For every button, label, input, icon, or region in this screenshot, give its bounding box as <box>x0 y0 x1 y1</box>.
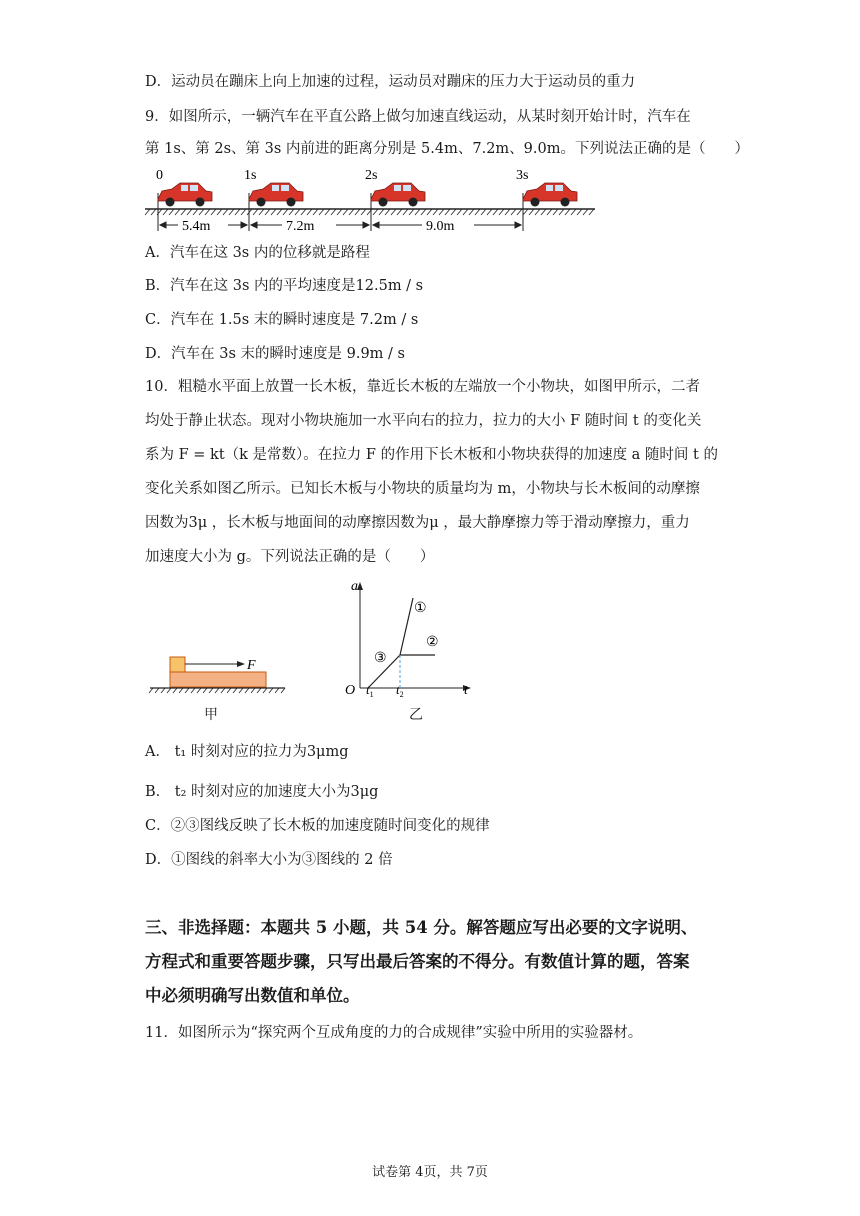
ground-hatch <box>421 209 426 215</box>
q10-option-b: B． t₂ 时刻对应的加速度大小为3μg <box>145 784 379 800</box>
ground-hatch <box>451 209 456 215</box>
ground-hatch <box>403 209 408 215</box>
ground-hatch <box>487 209 492 215</box>
ground-hatch <box>571 209 576 215</box>
ground-hatch <box>193 209 198 215</box>
q10-stem-line4: 变化关系如图乙所示。已知长木板与小物块的质量均为 m，小物块与长木板间的动摩擦 <box>145 481 700 497</box>
ground-hatch <box>565 209 570 215</box>
q9-option-c: C．汽车在 1.5s 末的瞬时速度是 7.2m / s <box>145 312 419 328</box>
q9-stem-line1: 9．如图所示，一辆汽车在平直公路上做匀加速直线运动，从某时刻开始计时，汽车在 <box>145 109 691 125</box>
ground-hatch <box>265 209 270 215</box>
distance-label: 9.0m <box>426 219 455 234</box>
ground-hatch <box>151 209 156 215</box>
t2-label: $t_2$ <box>396 682 404 699</box>
ground-hatch <box>457 209 462 215</box>
ground-hatch <box>361 209 366 215</box>
car-motion-figure <box>140 163 600 243</box>
ground-hatch <box>337 209 342 215</box>
curve-label-3: ③ <box>374 651 387 666</box>
q10-stem-line2: 均处于静止状态。现对小物块施加一水平向右的拉力，拉力的大小 F 随时间 t 的变化关 <box>145 413 702 429</box>
arrow-right-icon <box>237 661 245 667</box>
ground-hatch <box>331 209 336 215</box>
ground-hatch <box>235 209 240 215</box>
time-label: 3s <box>516 168 529 183</box>
figure-jia <box>145 650 290 695</box>
ground-hatch <box>559 209 564 215</box>
ground-hatch <box>205 209 210 215</box>
time-label: 1s <box>244 168 257 183</box>
ground-hatch <box>373 209 378 215</box>
ground-hatch <box>211 209 216 215</box>
ground-hatch <box>535 209 540 215</box>
ground-hatch <box>415 209 420 215</box>
distance-label: 5.4m <box>182 219 211 234</box>
ground-hatch <box>589 209 594 215</box>
ground-hatch <box>517 209 522 215</box>
q11-stem: 11．如图所示为“探究两个互成角度的力的合成规律”实验中所用的实验器材。 <box>145 1025 643 1041</box>
curve-label-2: ② <box>426 635 439 650</box>
ground-hatch <box>445 209 450 215</box>
ground-hatch <box>295 209 300 215</box>
ground-hatch <box>481 209 486 215</box>
option-8d: D．运动员在蹦床上向上加速的过程，运动员对蹦床的压力大于运动员的重力 <box>145 74 636 90</box>
ground-hatch <box>187 209 192 215</box>
figure-yi-caption: 乙 <box>409 707 423 723</box>
ground-hatch <box>169 209 174 215</box>
ground-hatch <box>469 209 474 215</box>
q10-stem-line6: 加速度大小为 g。下列说法正确的是（ ） <box>145 549 435 565</box>
ground-hatch <box>463 209 468 215</box>
ground-hatch <box>541 209 546 215</box>
time-label: 2s <box>365 168 378 183</box>
ground-hatch <box>439 209 444 215</box>
ground-hatch <box>499 209 504 215</box>
curve-label-1: ① <box>414 601 427 616</box>
ground-hatch <box>301 209 306 215</box>
ground-hatch <box>229 209 234 215</box>
ground-hatch <box>529 209 534 215</box>
ground-hatch <box>475 209 480 215</box>
page-footer: 试卷第 4页，共 7页 <box>372 1165 488 1180</box>
car-icon <box>523 183 577 207</box>
q10-option-c: C．②③图线反映了长木板的加速度随时间变化的规律 <box>145 818 490 834</box>
ground-hatch <box>379 209 384 215</box>
ground-hatch <box>181 209 186 215</box>
ground-hatch <box>553 209 558 215</box>
ground-hatch <box>313 209 318 215</box>
ground-hatch <box>175 209 180 215</box>
ground-hatch <box>283 209 288 215</box>
long-board <box>170 672 266 687</box>
ground-hatch <box>259 209 264 215</box>
ground-hatch <box>577 209 582 215</box>
q9-option-b: B．汽车在这 3s 内的平均速度是12.5m / s <box>145 278 424 294</box>
ground-hatch <box>511 209 516 215</box>
car-icon <box>371 183 425 207</box>
q9-option-d: D．汽车在 3s 末的瞬时速度是 9.9m / s <box>145 346 405 362</box>
ground-hatch <box>409 209 414 215</box>
car-icon <box>158 183 212 207</box>
ground-hatch <box>307 209 312 215</box>
ground-hatch <box>241 209 246 215</box>
ground-hatch <box>355 209 360 215</box>
q10-stem-line1: 10．粗糙水平面上放置一长木板，靠近长木板的左端放一个小物块，如图甲所示，二者 <box>145 379 700 395</box>
q9-option-a: A．汽车在这 3s 内的位移就是路程 <box>145 245 370 261</box>
ground-hatch <box>325 209 330 215</box>
ground-hatch <box>523 209 528 215</box>
ground-hatch <box>277 209 282 215</box>
axis-a-label: a <box>351 579 358 594</box>
ground-hatch <box>223 209 228 215</box>
section-3-heading-line3: 中必须明确写出数值和单位。 <box>145 986 360 1005</box>
ground-hatch <box>349 209 354 215</box>
ground-hatch <box>253 209 258 215</box>
ground-hatch <box>217 209 222 215</box>
ground-hatch <box>583 209 588 215</box>
force-label: F <box>247 658 256 673</box>
car-icon <box>249 183 303 207</box>
section-3-heading-line2: 方程式和重要答题步骤，只写出最后答案的不得分。有数值计算的题，答案 <box>145 952 690 971</box>
t1-label: $t_1$ <box>366 682 374 699</box>
axis-t-label: t <box>464 683 468 698</box>
section-3-heading-line1: 三、非选择题：本题共 5 小题，共 54 分。解答题应写出必要的文字说明、 <box>145 918 698 937</box>
figure-yi-graph <box>340 576 480 700</box>
ground-hatch <box>271 209 276 215</box>
q10-option-a: A． t₁ 时刻对应的拉力为3μmg <box>145 744 349 760</box>
ground-hatch <box>493 209 498 215</box>
q9-stem-line2: 第 1s、第 2s、第 3s 内前进的距离分别是 5.4m、7.2m、9.0m。下列说法正确的是（ ） <box>145 141 749 157</box>
ground-hatch <box>427 209 432 215</box>
ground-hatch <box>343 209 348 215</box>
ground-hatch <box>199 209 204 215</box>
q10-stem-line5: 因数为3μ ，长木板与地面间的动摩擦因数为μ ，最大静摩擦力等于滑动摩擦力，重力 <box>145 515 690 531</box>
ground-hatch <box>391 209 396 215</box>
ground-hatch <box>505 209 510 215</box>
ground-hatch <box>163 209 168 215</box>
time-label: 0 <box>156 168 163 183</box>
origin-label: O <box>345 683 356 698</box>
small-block <box>170 657 185 672</box>
figure-jia-caption: 甲 <box>204 707 218 723</box>
q10-stem-line3: 系为 F = kt（k 是常数）。在拉力 F 的作用下长木板和小物块获得的加速度 a 随时间 t 的 <box>145 447 718 463</box>
ground-hatch <box>319 209 324 215</box>
ground-hatch <box>547 209 552 215</box>
distance-label: 7.2m <box>286 219 315 234</box>
ground-hatch <box>385 209 390 215</box>
ground-hatch <box>145 209 150 215</box>
ground-hatch <box>397 209 402 215</box>
ground-hatch <box>433 209 438 215</box>
q10-option-d: D．①图线的斜率大小为③图线的 2 倍 <box>145 852 393 868</box>
ground-hatch <box>289 209 294 215</box>
